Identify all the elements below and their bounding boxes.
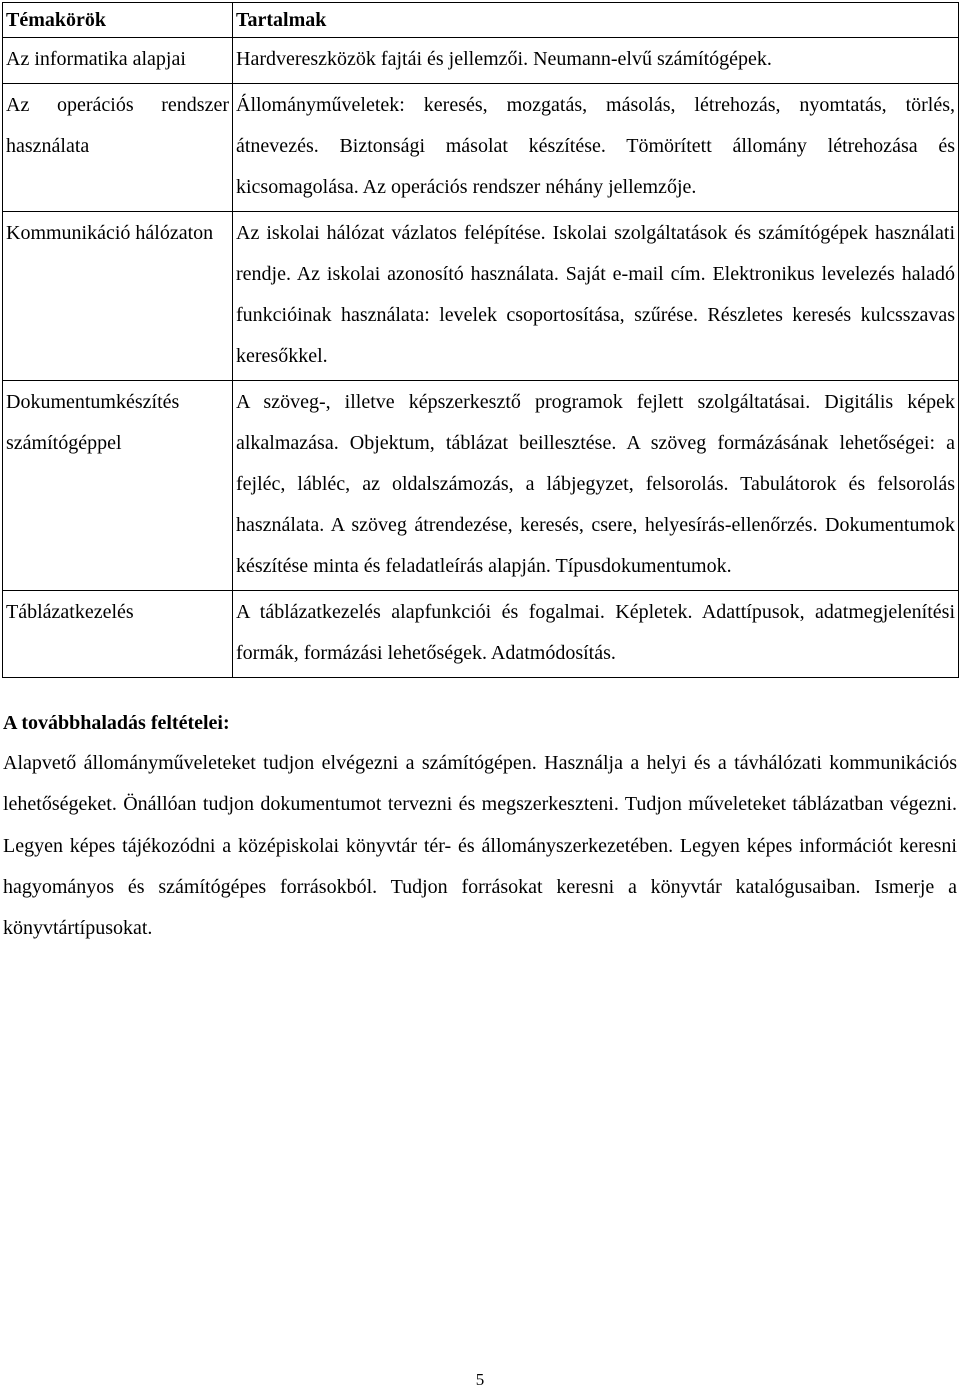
conditions-text: Alapvető állományműveleteket tudjon elvégezni a számítógépen. Használja a helyi és a távhálózati kommunikációs lehetőségeket. Önállóan tudjon dokumentumot tervezni és megszerkeszteni. Tudjon műveleteket táblázatban végezni. Legyen képes tájékozódni a középiskolai könyvtár tér- és állományszerkezetében. Legyen képes információt keresni hagyományos és számítógépes forrásokból. Tudjon forrásokat keresni a könyvtár katalógusaiban. Ismerje a könyvtártípusokat.	[3, 752, 957, 940]
topic-cell: Az operációs rendszer használata	[3, 84, 233, 212]
topics-table	[2, 2, 959, 678]
topic-cell: Az informatika alapjai	[3, 38, 233, 84]
table-row	[3, 381, 959, 591]
content-cell: Hardvereszközök fajtái és jellemzői. Neumann-elvű számítógépek.	[233, 38, 959, 84]
table-row	[3, 84, 959, 212]
content-cell: Állományműveletek: keresés, mozgatás, másolás, létrehozás, nyomtatás, törlés, átnevezés. Biztonsági másolat készítése. Tömörített állomány létrehozása és kicsomagolása. Az operációs rendszer néhány jellemzője.	[233, 84, 959, 212]
table-row	[3, 38, 959, 84]
topic-cell: Táblázatkezelés	[3, 591, 233, 678]
table-row	[3, 591, 959, 678]
page-number: 5	[475, 1370, 485, 1389]
header-topics: Témakörök	[3, 3, 233, 38]
topic-cell: Kommunikáció hálózaton	[3, 212, 233, 381]
header-contents: Tartalmak	[233, 3, 959, 38]
topic-cell: Dokumentumkészítés számítógéppel	[3, 381, 233, 591]
content-cell: A szöveg-, illetve képszerkesztő programok fejlett szolgáltatásai. Digitális képek alkalmazása. Objektum, táblázat beillesztése. A szöveg formázásának lehetőségei: a fejléc, lábléc, az oldalszámozás, a lábjegyzet, felsorolás. Tabulátorok és felsorolás használata. A szöveg átrendezése, keresés, csere, helyesírás-ellenőrzés. Dokumentumok készítése minta és feladatleírás alapján. Típusdokumentumok.	[233, 381, 959, 591]
conditions-heading: A továbbhaladás feltételei:	[3, 712, 230, 734]
content-cell: Az iskolai hálózat vázlatos felépítése. Iskolai szolgáltatások és számítógépek használati rendje. Az iskolai azonosító használata. Saját e-mail cím. Elektronikus levelezés haladó funkcióinak használata: levelek csoportosítása, szűrése. Részletes keresés kulcsszavas keresőkkel.	[233, 212, 959, 381]
table-row	[3, 212, 959, 381]
content-cell: A táblázatkezelés alapfunkciói és fogalmai. Képletek. Adattípusok, adatmegjelenítési formák, formázási lehetőségek. Adatmódosítás.	[233, 591, 959, 678]
table-header-row	[3, 3, 959, 38]
